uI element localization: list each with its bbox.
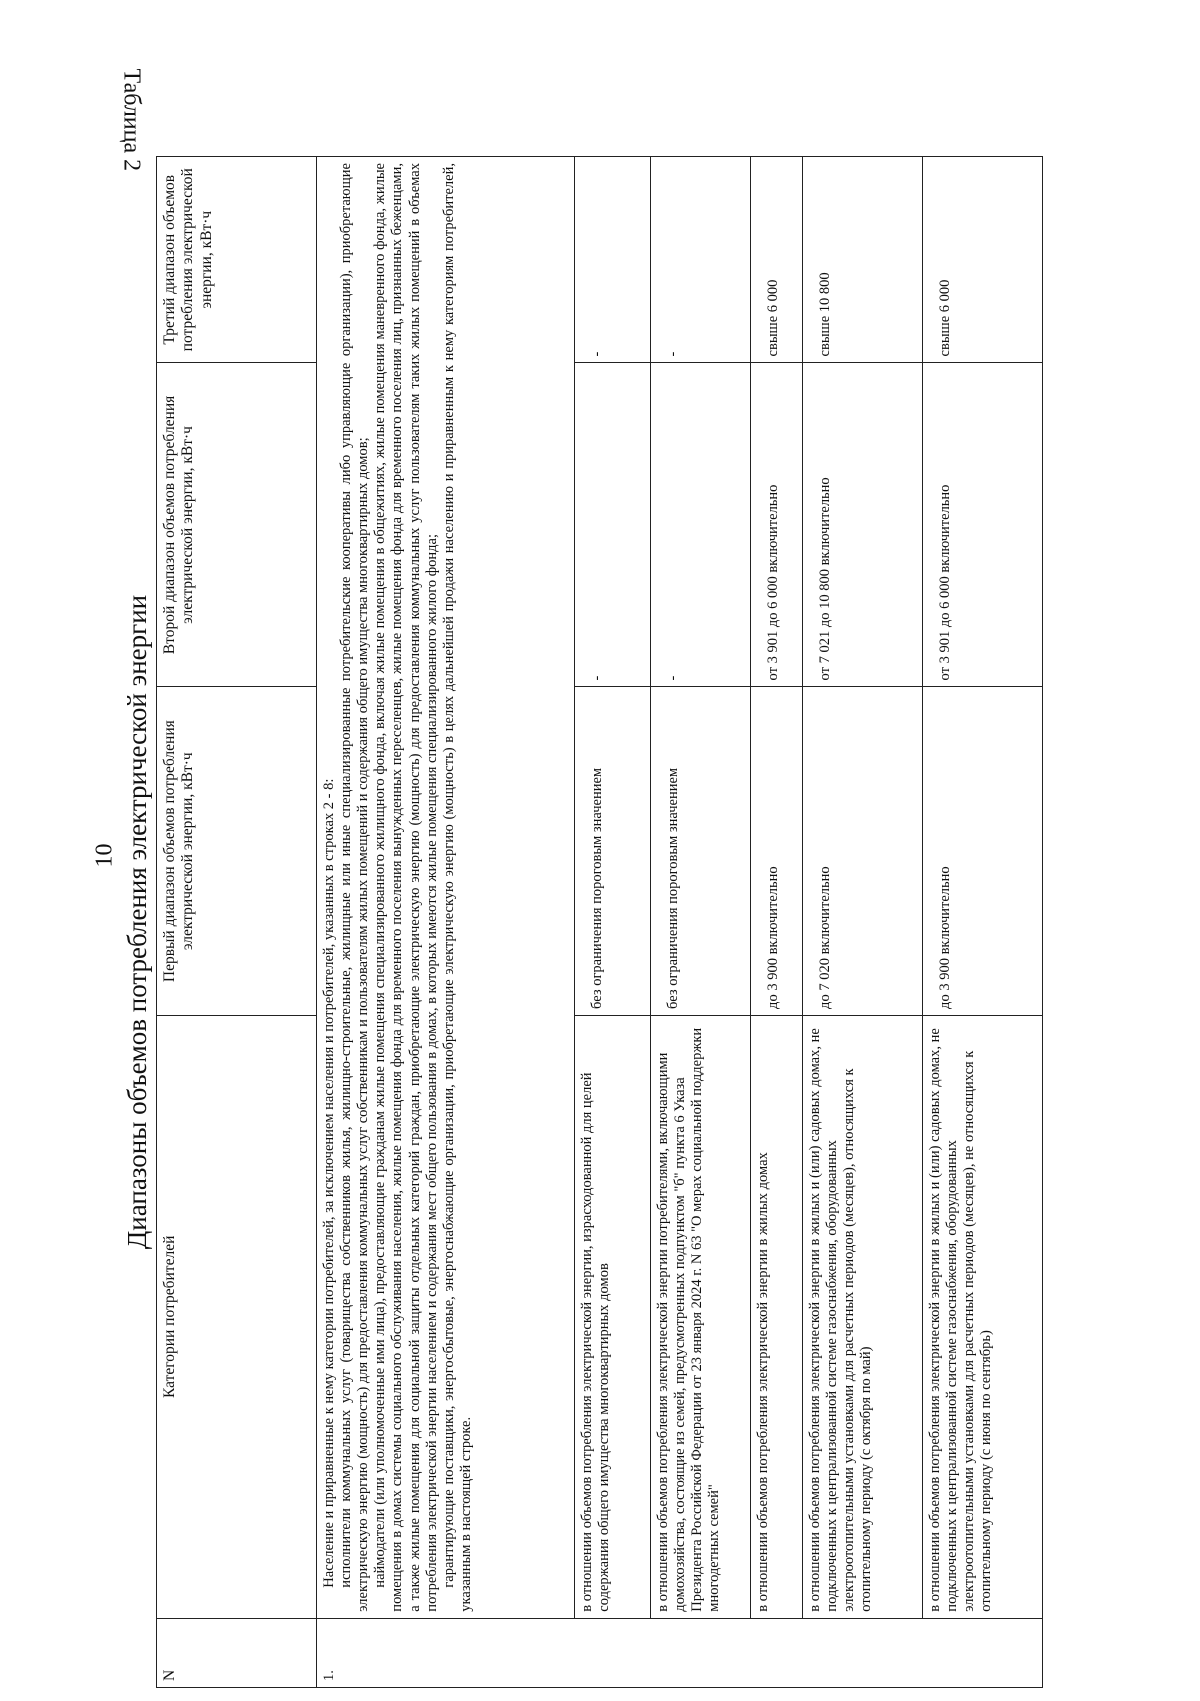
row-1-paragraph: исполнители коммунальных услуг (товарищества собственников жилья, жилищно-строительные, жилищные или иные специализированные потребительские кооперативы либо управляющие организации), приобретающие электрическую энергию (мощность) для предоставления коммунальных услуг собственникам и пользователям жилых помещений и содержания общего имущества многоквартирных домов; <box>338 163 372 1612</box>
header-second-range: Второй диапазон объемов потребления электрической энергии, кВт·ч <box>157 363 317 687</box>
category-cell: в отношении объемов потребления электрической энергии в жилых и (или) садовых домах, не подключенных к централизованной системе газоснабжения, оборудованных электроотопительными установками для расчетных периодов (месяцев), относящихся к отопительному периоду (с октября по май) <box>803 1015 923 1618</box>
category-cell: в отношении объемов потребления электрической энергии в жилых домах <box>751 1015 803 1618</box>
second-range-cell: от 7 021 до 10 800 включительно <box>803 363 923 687</box>
second-range-cell: - <box>651 363 751 687</box>
header-first-range: Первый диапазон объемов потребления электрической энергии, кВт·ч <box>157 687 317 1016</box>
header-n: N <box>157 1618 317 1687</box>
table-header-row <box>157 157 317 1688</box>
table-row <box>751 157 803 1688</box>
consumption-ranges-table <box>156 156 1043 1688</box>
table-row <box>651 157 751 1688</box>
table-row <box>575 157 651 1688</box>
first-range-cell: до 3 900 включительно <box>923 687 1043 1016</box>
second-range-cell: от 3 901 до 6 000 включительно <box>751 363 803 687</box>
table-caption: Таблица 2 <box>118 68 145 172</box>
header-categories: Категории потребителей <box>157 1015 317 1618</box>
row-1-paragraph: гарантирующие поставщики, энергосбытовые, энергоснабжающие организации, приобретающие электрическую энергию (мощность) в целях дальнейшей продажи населению и приравненным к нему категориям потребителей, указанным в настоящей строке. <box>440 163 474 1612</box>
second-range-cell: от 3 901 до 6 000 включительно <box>923 363 1043 687</box>
third-range-cell: свыше 6 000 <box>923 157 1043 363</box>
first-range-cell: без ограничения пороговым значением <box>651 687 751 1016</box>
table-row <box>923 157 1043 1688</box>
third-range-cell: - <box>651 157 751 363</box>
third-range-cell: свыше 10 800 <box>803 157 923 363</box>
row-1-paragraph: Население и приравненные к нему категории потребителей, за исключением населения и потребителей, указанных в строках 2 - 8: <box>321 778 337 1588</box>
category-cell: в отношении объемов потребления электрической энергии потребителями, включающими домохозяйства, состоящие из семей, предусмотренных подпунктом "б" пункта 6 Указа Президента Российской Федерации от 23 января 2024 г. N 63 "О мерах социальной поддержки многодетных семей" <box>651 1015 751 1618</box>
second-range-cell: - <box>575 363 651 687</box>
row-1-description <box>317 157 575 1619</box>
category-cell: в отношении объемов потребления электрической энергии в жилых и (или) садовых домах, не подключенных к централизованной системе газоснабжения, оборудованных электроотопительными установками для расчетных периодов (месяцев), не относящихся к отопительному периоду (с июня по сентябрь) <box>923 1015 1043 1618</box>
first-range-cell: до 3 900 включительно <box>751 687 803 1016</box>
row-1-paragraph: наймодатели (или уполномоченные ими лица), предоставляющие гражданам жилые помещения специализированного жилищного фонда, включая жилые помещения в общежитиях, жилые помещения маневренного фонда, жилые помещения в домах системы социального обслуживания населения, жилые помещения фонда для временного поселения вынужденных переселенцев, жилые помещения фонда для временного поселения лиц, признанных беженцами, а также жилые помещения для социальной защиты отдельных категорий граждан, приобретающие электрическую энергию (мощность) для предоставления коммунальных услуг пользователям таких жилых помещений в объемах потребления электрической энергии населением и содержания мест общего пользования в домах, в которых имеются жилые помещения специализированного жилого фонда; <box>372 163 440 1612</box>
header-third-range: Третий диапазон объемов потребления электрической энергии, кВт·ч <box>157 157 317 363</box>
third-range-cell: - <box>575 157 651 363</box>
table-row <box>803 157 923 1688</box>
rotated-page-content <box>118 156 1134 1688</box>
table-row-1 <box>317 157 575 1688</box>
category-cell: в отношении объемов потребления электрической энергии, израсходованной для целей содержания общего имущества многоквартирных домов <box>575 1015 651 1618</box>
document-title: Диапазоны объемов потребления электрической энергии <box>122 594 152 1250</box>
third-range-cell: свыше 6 000 <box>751 157 803 363</box>
first-range-cell: без ограничения пороговым значением <box>575 687 651 1016</box>
page-number: 10 <box>91 843 118 868</box>
first-range-cell: до 7 020 включительно <box>803 687 923 1016</box>
row-number: 1. <box>317 1618 1043 1687</box>
